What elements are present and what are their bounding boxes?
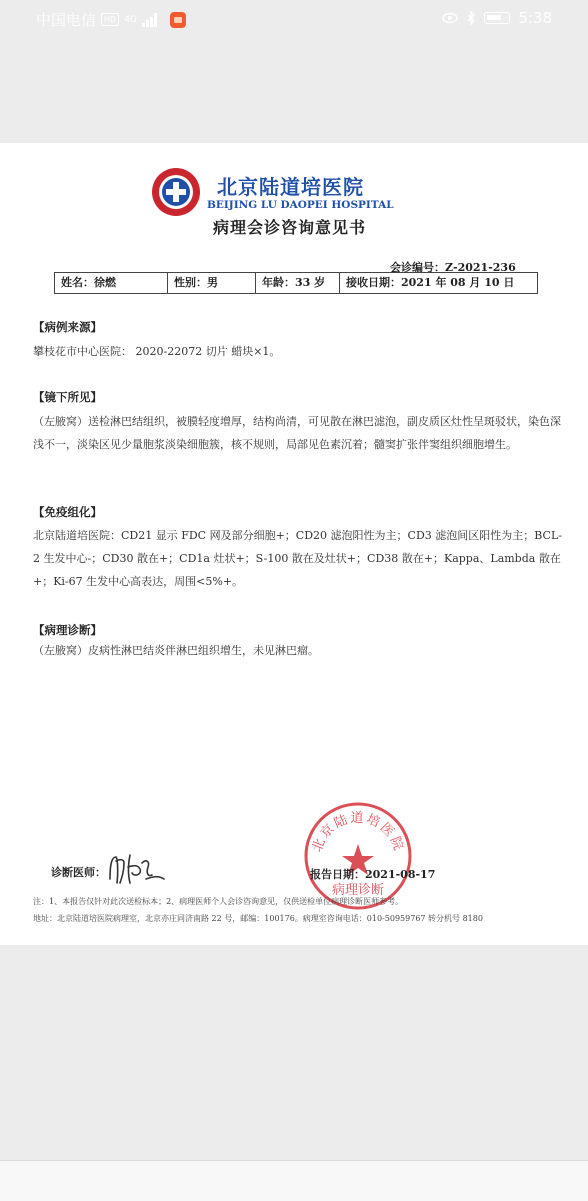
patient-age: 年龄：33 岁	[256, 273, 340, 293]
section-title-case-source: 【病例来源】	[33, 320, 102, 334]
app-notification-icon	[170, 12, 186, 28]
section-title-diagnosis: 【病理诊断】	[33, 623, 102, 637]
hospital-name-cn: 北京陆道培医院	[217, 175, 364, 199]
footnote: 注：1、本报告仅针对此次送检标本；2、病理医师个人会诊咨询意见，仅供送检单位病理诊断医师参考。	[33, 897, 404, 906]
bottom-toolbar	[0, 1160, 588, 1201]
doctor-signature	[104, 849, 168, 889]
report-document	[0, 143, 588, 945]
hospital-name-en: BEIJING LU DAOPEI HOSPITAL	[207, 199, 394, 211]
section-body-microscopy: （左腋窝）送检淋巴结组织，被膜轻度增厚，结构尚清，可见散在淋巴滤泡，副皮质区灶性呈斑驳状，染色深浅不一，淡染区见少量胞浆淡染细胞簇，核不规则，局部见色素沉着；髓窦扩张伴窦组织细胞增生。	[33, 415, 561, 451]
received-date: 接收日期：2021 年 08 月 10 日	[346, 276, 515, 289]
section-title-microscopy: 【镜下所见】	[33, 390, 102, 404]
status-bar	[0, 0, 588, 36]
clock: 5:38	[518, 9, 552, 27]
battery-icon	[484, 12, 510, 24]
consult-number: 会诊编号：Z-2021-236	[390, 261, 516, 274]
network-label: 4G	[124, 14, 137, 25]
hospital-logo	[151, 167, 201, 217]
report-date: 报告日期：2021-08-17	[310, 868, 436, 881]
eye-icon	[442, 12, 458, 24]
section-body-case-source: 攀枝花市中心医院： 2020-22072 切片 蜡块×1。	[33, 345, 281, 358]
svg-text:病理诊断: 病理诊断	[331, 883, 385, 898]
section-body-immunohistochemistry: 北京陆道培医院：CD21 显示 FDC 网及部分细胞+；CD20 滤泡阳性为主；CD3 滤泡间区阳性为主；BCL-2 生发中心-；CD30 散在+；CD1a 灶状+；S-100 散在及灶状+；CD38 散在+；Kappa、Lambda 散在+；Ki-67 生发中心高表达，周围<5%+。	[33, 529, 562, 588]
document-title: 病理会诊咨询意见书	[213, 218, 367, 237]
doctor-label: 诊断医师：	[51, 866, 106, 879]
address-line: 地址：北京陆道培医院病理室，北京亦庄同济南路 22 号，邮编：100176。病理室咨询电话：010-50959767 转分机号 8180	[33, 914, 483, 923]
patient-name: 姓名：徐燃	[55, 273, 168, 293]
section-title-immunohistochemistry: 【免疫组化】	[33, 505, 102, 519]
hd-icon: HD	[101, 13, 119, 26]
patient-info-table	[54, 272, 538, 294]
svg-text:北京陆道培医院: 北京陆道培医院	[309, 811, 407, 855]
carrier-label: 中国电信	[36, 11, 97, 29]
signal-icon	[142, 13, 157, 27]
bluetooth-icon	[466, 11, 476, 25]
section-body-diagnosis: （左腋窝）皮病性淋巴结炎伴淋巴组织增生，未见淋巴瘤。	[33, 644, 319, 657]
patient-gender: 性别：男	[168, 273, 256, 293]
